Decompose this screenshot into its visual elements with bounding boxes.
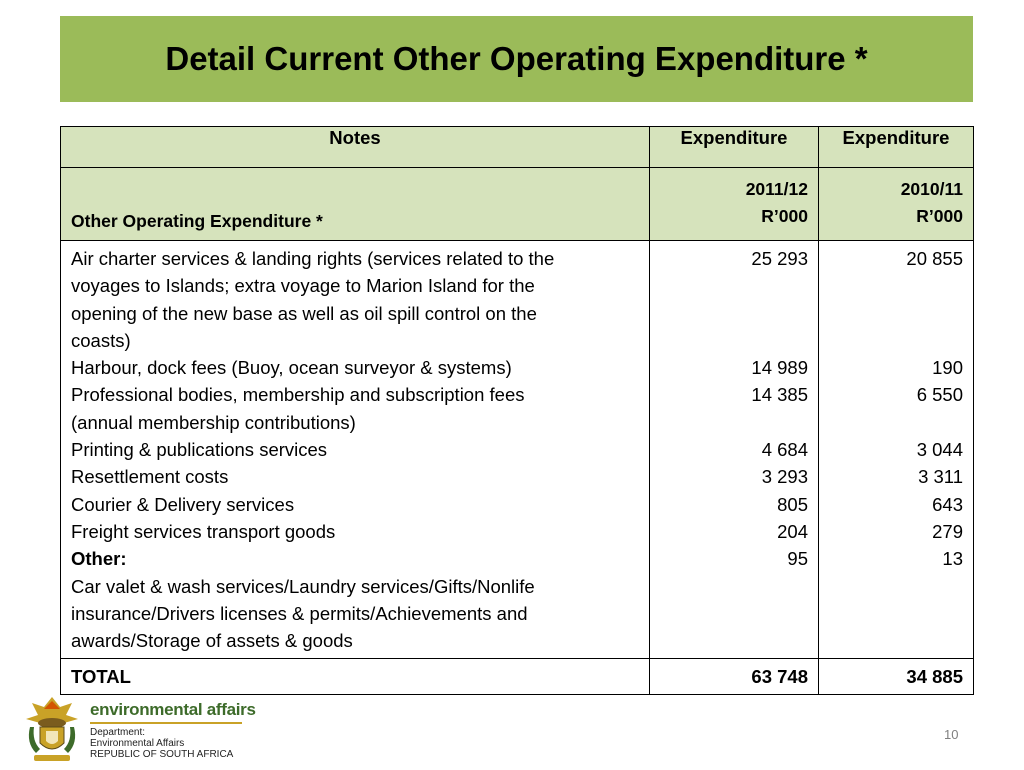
value: 3 044 (916, 439, 963, 461)
note-line: Courier & Delivery services (71, 493, 295, 515)
table-body-row (61, 241, 974, 659)
logo-sub-3: REPUBLIC OF SOUTH AFRICA (90, 749, 234, 760)
total-label: TOTAL (61, 659, 650, 695)
value: 279 (932, 520, 963, 542)
department-wordmark (90, 700, 256, 760)
year-2010: 2010/11 (900, 179, 963, 199)
note-line: Harbour, dock fees (Buoy, ocean surveyor & systems) (71, 357, 512, 379)
note-line: voyages to Islands; extra voyage to Marion Island for the (71, 275, 535, 297)
header-notes: Notes (61, 127, 650, 168)
title-banner (60, 16, 973, 102)
value: 3 311 (918, 466, 963, 488)
logo-sub-1: Department: (90, 727, 146, 738)
value: 643 (932, 493, 963, 515)
note-line: Resettlement costs (71, 466, 229, 488)
note-line: coasts) (71, 329, 131, 351)
note-line: opening of the new base as well as oil spill control on the (71, 302, 537, 324)
total-row (61, 659, 974, 695)
total-2010: 34 885 (819, 659, 974, 695)
note-line: Printing & publications services (71, 439, 328, 461)
value: 25 293 (751, 248, 808, 269)
logo-sub-2: Environmental Affairs (90, 738, 185, 749)
logo-main-text: environmental affairs (90, 700, 256, 719)
value: 190 (932, 357, 963, 379)
unit-2011: R’000 (761, 206, 808, 226)
note-line: Professional bodies, membership and subscription fees (71, 384, 525, 406)
note-line: Car valet & wash services/Laundry services/Gifts/Nonlife (71, 575, 535, 597)
values-2011-cell (650, 241, 819, 659)
value: 14 385 (751, 384, 808, 406)
values-2010-cell (819, 241, 974, 659)
page-number: 10 (944, 727, 959, 742)
note-line-other: Other: (71, 548, 127, 570)
table-subheader-row (61, 168, 974, 241)
value: 14 989 (751, 357, 808, 379)
year-2011: 2011/12 (745, 179, 808, 199)
coat-of-arms-icon (20, 693, 84, 765)
subheader-2010 (819, 168, 974, 241)
value: 3 293 (761, 466, 808, 488)
header-expenditure-2010: Expenditure (819, 127, 974, 168)
value: 805 (777, 493, 808, 515)
note-line: insurance/Drivers licenses & permits/Achievements and (71, 602, 528, 624)
total-2011: 63 748 (650, 659, 819, 695)
expenditure-table (60, 126, 974, 695)
subheader-label: Other Operating Expenditure * (61, 168, 650, 241)
table-header-row (61, 127, 974, 168)
notes-cell (61, 241, 650, 659)
value: 4 684 (761, 439, 808, 461)
note-line: Freight services transport goods (71, 520, 336, 542)
value: 6 550 (916, 384, 963, 406)
slide-title: Detail Current Other Operating Expenditure * (165, 40, 868, 77)
subheader-2011 (650, 168, 819, 241)
logo-divider (90, 722, 242, 724)
value: 95 (787, 548, 808, 570)
header-expenditure-2011: Expenditure (650, 127, 819, 168)
value: 204 (777, 520, 808, 542)
value: 13 (942, 548, 963, 570)
value: 20 855 (906, 248, 963, 269)
note-line: (annual membership contributions) (71, 411, 356, 433)
unit-2010: R’000 (916, 206, 963, 226)
note-line: Air charter services & landing rights (services related to the (71, 248, 555, 269)
note-line: awards/Storage of assets & goods (71, 630, 353, 652)
